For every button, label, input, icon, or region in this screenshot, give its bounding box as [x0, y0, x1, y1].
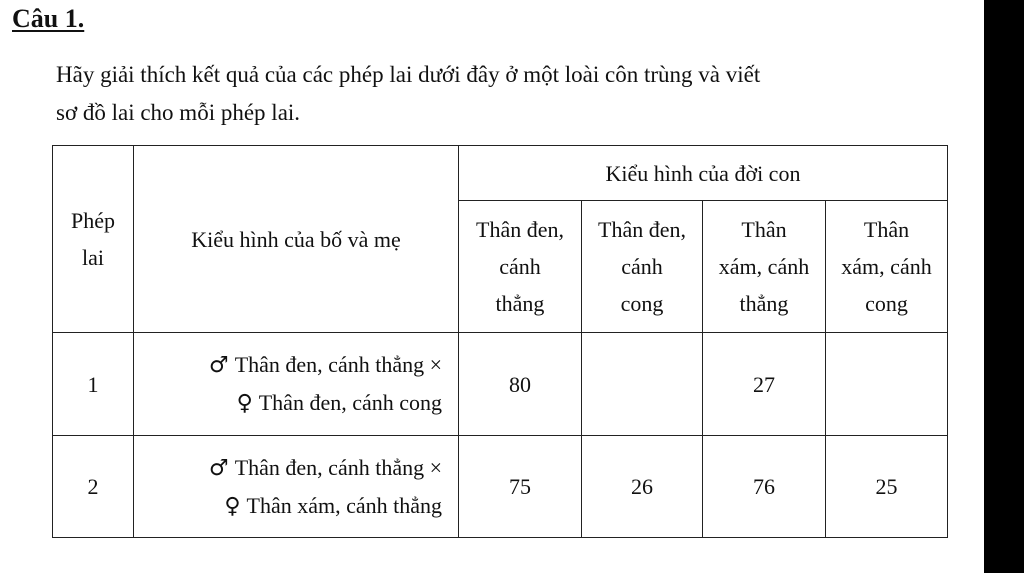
row-value: 25 — [826, 436, 948, 538]
female-symbol: ♀ — [224, 493, 241, 519]
header-offspring-col-3: Thân xám, cánh thẳng — [703, 201, 826, 333]
question-heading: Câu 1. — [12, 4, 85, 33]
row-id: 2 — [53, 436, 134, 538]
row-value: 75 — [459, 436, 582, 538]
header-offspring-group: Kiểu hình của đời con — [459, 146, 948, 201]
header-offspring-col-1: Thân đen, cánh thẳng — [459, 201, 582, 333]
header-parent-phenotype: Kiểu hình của bố và mẹ — [134, 146, 459, 333]
header-phep-lai: Phép lai — [53, 146, 134, 333]
instruction-line-1: Hãy giải thích kết quả của các phép lai dưới đây ở một loài côn trùng và viết — [56, 62, 761, 87]
male-symbol: ♂ — [208, 455, 229, 481]
row-value — [582, 333, 703, 436]
header-offspring-col-2: Thân đen, cánh cong — [582, 201, 703, 333]
row-value: 27 — [703, 333, 826, 436]
cross-results-table — [52, 145, 948, 538]
question-instruction — [56, 56, 961, 132]
instruction-line-2: sơ đồ lai cho mỗi phép lai. — [56, 100, 301, 125]
female-symbol: ♀ — [236, 391, 253, 416]
row-value: 80 — [459, 333, 582, 436]
row-id: 1 — [53, 333, 134, 436]
row-parents: ♂ Thân đen, cánh thẳng × ♀ Thân đen, cánh cong — [134, 333, 459, 436]
row-parents: ♂ Thân đen, cánh thẳng × ♀ Thân xám, cánh thẳng — [134, 436, 459, 538]
row-value: 76 — [703, 436, 826, 538]
row-value: 26 — [582, 436, 703, 538]
row-value — [826, 333, 948, 436]
table-row — [53, 333, 948, 436]
header-offspring-col-4: Thân xám, cánh cong — [826, 201, 948, 333]
table-row — [53, 436, 948, 538]
male-symbol: ♂ — [208, 353, 229, 378]
